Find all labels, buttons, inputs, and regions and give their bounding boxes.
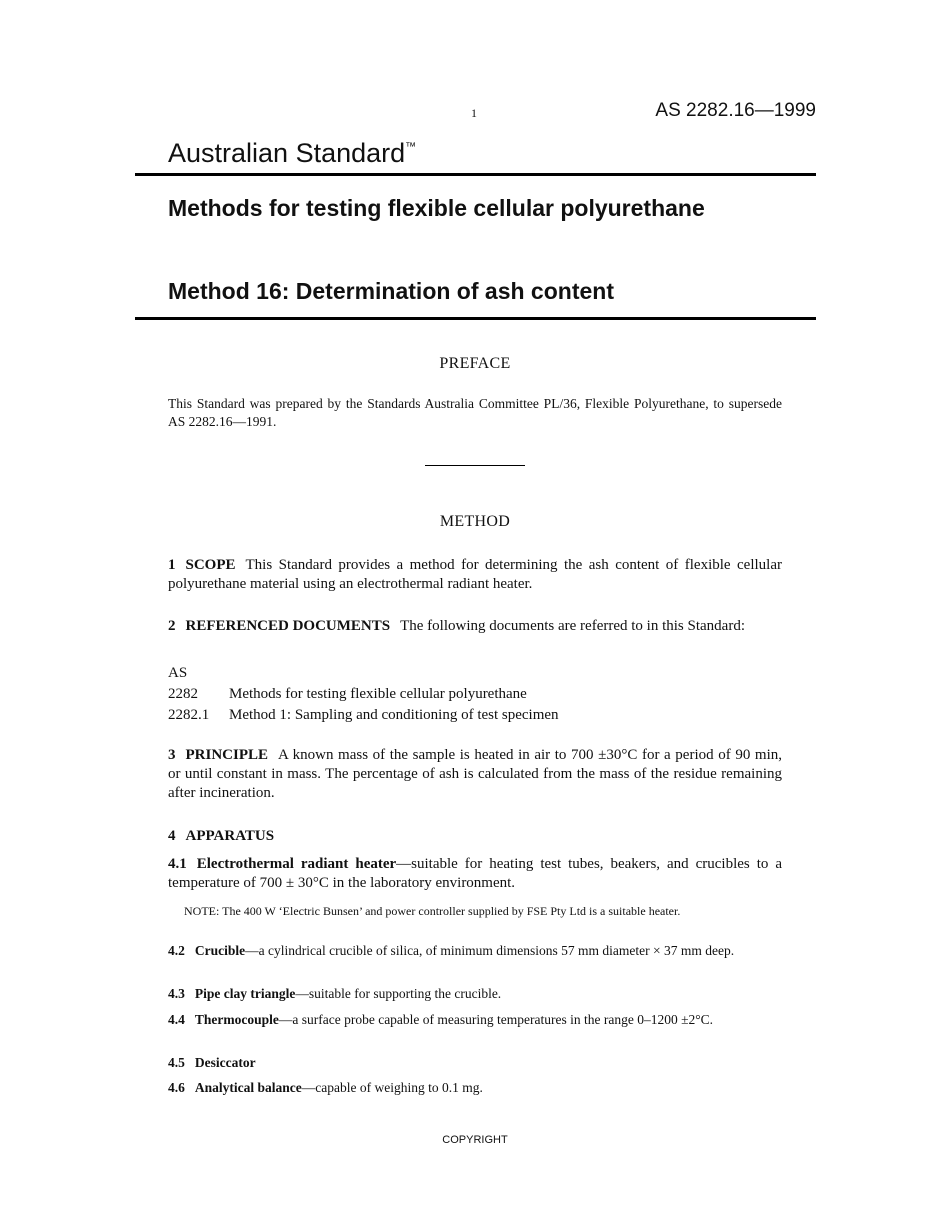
preface-text: This Standard was prepared by the Standards Australia Committee PL/36, Flexible Polyurethane, to supersede AS 2282.16—1991. (168, 396, 782, 429)
method-heading: METHOD (439, 513, 511, 530)
top-rule (135, 173, 816, 176)
scope-clause (168, 556, 782, 594)
refdocs-doc-title: Method 1: Sampling and conditioning of test specimen (229, 707, 559, 723)
clause-title: Crucible (194, 943, 246, 958)
clause-number: 4.5 (168, 1055, 185, 1070)
trademark-mark: ™ (405, 141, 417, 153)
document-title: Methods for testing flexible cellular polyurethane (168, 195, 705, 221)
principle-title: PRINCIPLE (185, 747, 269, 763)
scope-number: 1 (168, 557, 176, 573)
principle-clause (168, 746, 782, 803)
standard-number: AS 2282.16—1999 (655, 100, 816, 121)
apparatus-item-4-6 (168, 1079, 782, 1097)
clause-number: 4.6 (168, 1080, 185, 1095)
refdocs-series: AS (168, 665, 188, 681)
preface-heading: PREFACE (439, 355, 511, 372)
page-number: 1 (471, 106, 477, 120)
refdocs-number: 2 (168, 618, 176, 634)
copyright-footer: COPYRIGHT (442, 1134, 508, 1146)
apparatus-heading (168, 827, 782, 846)
scope-title: SCOPE (185, 557, 236, 573)
clause-text: —capable of weighing to 0.1 mg. (301, 1080, 483, 1095)
brand-text: Australian Standard (168, 138, 406, 168)
apparatus-item-4-2 (168, 942, 782, 960)
refdocs-doc-title: Methods for testing flexible cellular polyurethane (229, 686, 527, 702)
clause-title: Desiccator (194, 1055, 256, 1070)
clause-title: Analytical balance (194, 1080, 302, 1095)
clause-title: Thermocouple (194, 1012, 279, 1027)
refdocs-item (168, 685, 782, 704)
refdocs-item (168, 706, 782, 725)
refdocs-text: The following documents are referred to in this Standard: (400, 618, 746, 634)
clause-title: Pipe clay triangle (194, 986, 296, 1001)
clause-text: —suitable for heating test tubes, beakers, and crucibles to a temperature of 700 ± 30°C in the laboratory environment. (168, 856, 782, 891)
refdocs-code: 2282.1 (168, 707, 210, 723)
refdocs-list (168, 664, 782, 725)
clause-text: —a surface probe capable of measuring temperatures in the range 0–1200 ±2°C. (278, 1012, 714, 1027)
principle-number: 3 (168, 747, 176, 763)
apparatus-number: 4 (168, 828, 176, 844)
apparatus-item-4-4 (168, 1011, 782, 1029)
document-subtitle: Method 16: Determination of ash content (168, 278, 614, 304)
clause-text: —suitable for supporting the crucible. (295, 986, 502, 1001)
apparatus-item-4-1 (168, 855, 782, 893)
brand-title (168, 138, 416, 169)
apparatus-item-4-3 (168, 985, 782, 1003)
clause-number: 4.4 (168, 1012, 185, 1027)
scope-text: This Standard provides a method for determining the ash content of flexible cellular polyurethane material using an electrothermal radiant heater. (168, 557, 782, 592)
refdocs-title: REFERENCED DOCUMENTS (185, 618, 391, 634)
apparatus-item-4-5 (168, 1054, 782, 1072)
clause-text: —a cylindrical crucible of silica, of minimum dimensions 57 mm diameter × 37 mm deep. (245, 943, 735, 958)
title-bottom-rule (135, 317, 816, 320)
refdocs-clause (168, 617, 782, 636)
refdocs-code: 2282 (168, 686, 198, 702)
clause-number: 4.3 (168, 986, 185, 1001)
section-divider (425, 465, 525, 466)
apparatus-title: APPARATUS (185, 828, 275, 844)
principle-text: A known mass of the sample is heated in air to 700 ±30°C for a period of 90 min, or until constant in mass. The percentage of ash is calculated from the mass of the residue remaining after incineration. (168, 747, 782, 801)
apparatus-note: NOTE: The 400 W ‘Electric Bunsen’ and power controller supplied by FSE Pty Ltd is a suitable heater. (184, 904, 681, 918)
clause-title: Electrothermal radiant heater (196, 856, 397, 872)
clause-number: 4.1 (168, 856, 187, 872)
clause-number: 4.2 (168, 943, 185, 958)
